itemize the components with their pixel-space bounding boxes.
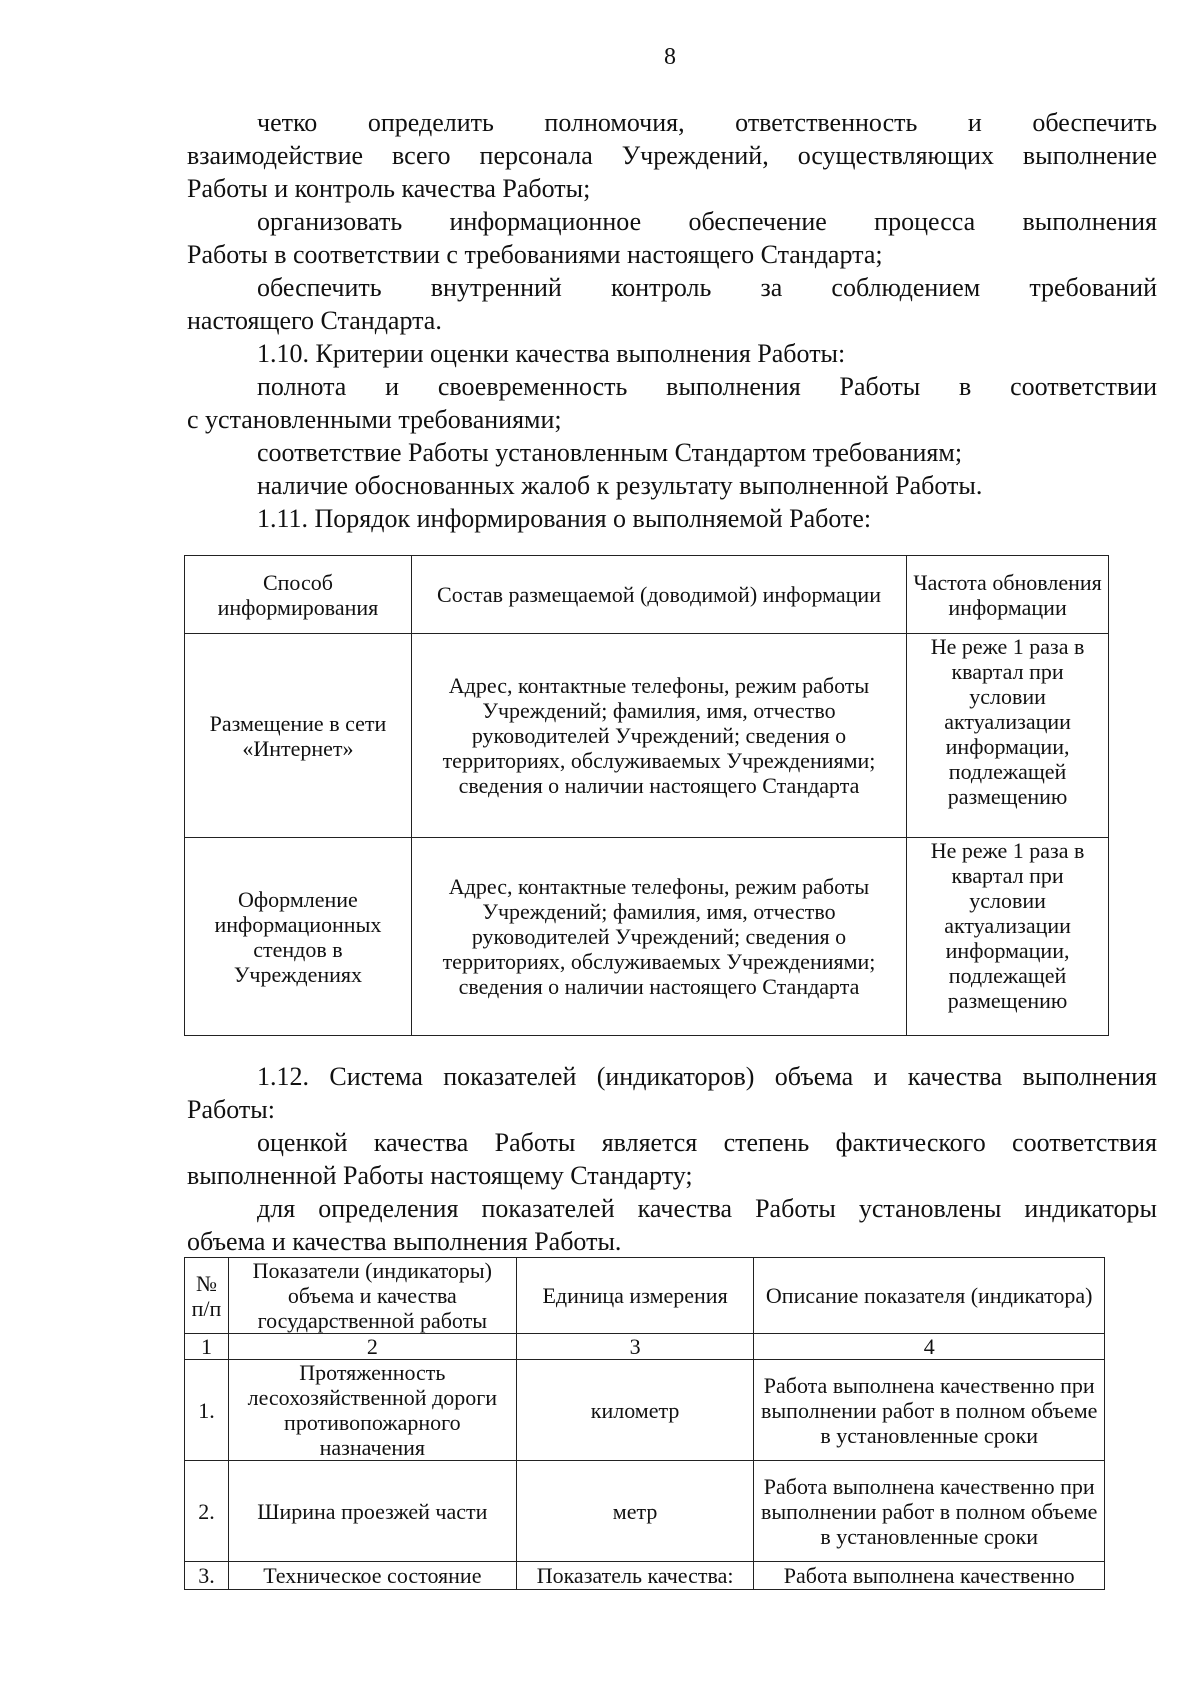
row-1-content: Адрес, контактные телефоны, режим работы Учреждений; фамилия, имя, отчество руководителей Учреждений; сведения о территориях, обслуживаемых Учреждениями; сведения о наличии настоящего Стандарта <box>411 634 906 838</box>
para-11-line-1: для определения показателей качества Работы установлены индикаторы <box>257 1194 1157 1223</box>
row-1-method: Размещение в сети «Интернет» <box>185 634 412 838</box>
para-1-line-2: взаимодействие всего персонала Учреждений, осуществляющих выполнение <box>187 141 1157 170</box>
para-1-line-1: четко определить полномочия, ответственность и обеспечить <box>257 108 1157 137</box>
row-1-unit: километр <box>516 1360 754 1461</box>
column-number-row <box>185 1334 1105 1360</box>
row-1-frequency: Не реже 1 раза в квартал при условии актуализации информации, подлежащей размещению <box>907 634 1109 838</box>
header-content: Состав размещаемой (доводимой) информации <box>411 556 906 634</box>
section-1-11-heading: 1.11. Порядок информирования о выполняемой Работе: <box>257 504 872 533</box>
section-1-12-line-1: 1.12. Система показателей (индикаторов) объема и качества выполнения <box>257 1062 1157 1091</box>
row-2-indicator: Ширина проезжей части <box>228 1461 516 1562</box>
table-row <box>185 1360 1105 1461</box>
informing-table <box>184 555 1109 1036</box>
row-3-num: 3. <box>185 1562 229 1590</box>
header-indicator: Показатели (индикаторы) объема и качества государственной работы <box>228 1258 516 1334</box>
row-1-num: 1. <box>185 1360 229 1461</box>
indicators-table <box>184 1257 1105 1590</box>
header-number: № п/п <box>185 1258 229 1334</box>
section-1-10-heading: 1.10. Критерии оценки качества выполнения Работы: <box>257 339 846 368</box>
table-row <box>185 838 1109 1036</box>
row-2-unit: метр <box>516 1461 754 1562</box>
header-unit: Единица измерения <box>516 1258 754 1334</box>
col-num-1: 1 <box>185 1334 229 1360</box>
table-header-row <box>185 556 1109 634</box>
para-11-line-2: объема и качества выполнения Работы. <box>187 1227 622 1256</box>
para-3-line-2: настоящего Стандарта. <box>187 306 442 335</box>
header-method: Способ информирования <box>185 556 412 634</box>
para-5-line-2: с установленными требованиями; <box>187 405 562 434</box>
table-row <box>185 1461 1105 1562</box>
para-5-line-1: полнота и своевременность выполнения Работы в соответствии <box>257 372 1157 401</box>
para-2-line-1: организовать информационное обеспечение процесса выполнения <box>257 207 1157 236</box>
para-3-line-1: обеспечить внутренний контроль за соблюдением требований <box>257 273 1157 302</box>
row-3-indicator: Техническое состояние <box>228 1562 516 1590</box>
row-1-indicator: Протяженность лесохозяйственной дороги противопожарного назначения <box>228 1360 516 1461</box>
para-7: наличие обоснованных жалоб к результату выполненной Работы. <box>257 471 983 500</box>
header-frequency: Частота обновления информации <box>907 556 1109 634</box>
row-2-frequency: Не реже 1 раза в квартал при условии актуализации информации, подлежащей размещению <box>907 838 1109 1036</box>
row-3-description: Работа выполнена качественно <box>754 1562 1105 1590</box>
row-2-method: Оформление информационных стендов в Учреждениях <box>185 838 412 1036</box>
para-2-line-2: Работы в соответствии с требованиями настоящего Стандарта; <box>187 240 883 269</box>
para-6: соответствие Работы установленным Стандартом требованиям; <box>257 438 963 467</box>
page-number: 8 <box>664 44 676 70</box>
row-2-description: Работа выполнена качественно при выполнении работ в полном объеме в установленные сроки <box>754 1461 1105 1562</box>
header-description: Описание показателя (индикатора) <box>754 1258 1105 1334</box>
row-2-num: 2. <box>185 1461 229 1562</box>
col-num-2: 2 <box>228 1334 516 1360</box>
row-3-unit: Показатель качества: <box>516 1562 754 1590</box>
col-num-4: 4 <box>754 1334 1105 1360</box>
col-num-3: 3 <box>516 1334 754 1360</box>
table-row <box>185 634 1109 838</box>
table-row <box>185 1562 1105 1590</box>
row-1-description: Работа выполнена качественно при выполнении работ в полном объеме в установленные сроки <box>754 1360 1105 1461</box>
row-2-content: Адрес, контактные телефоны, режим работы Учреждений; фамилия, имя, отчество руководителей Учреждений; сведения о территориях, обслуживаемых Учреждениями; сведения о наличии настоящего Стандарта <box>411 838 906 1036</box>
para-10-line-2: выполненной Работы настоящему Стандарту; <box>187 1161 693 1190</box>
para-10-line-1: оценкой качества Работы является степень фактического соответствия <box>257 1128 1157 1157</box>
para-1-line-3: Работы и контроль качества Работы; <box>187 174 591 203</box>
table-header-row <box>185 1258 1105 1334</box>
section-1-12-line-2: Работы: <box>187 1095 275 1124</box>
